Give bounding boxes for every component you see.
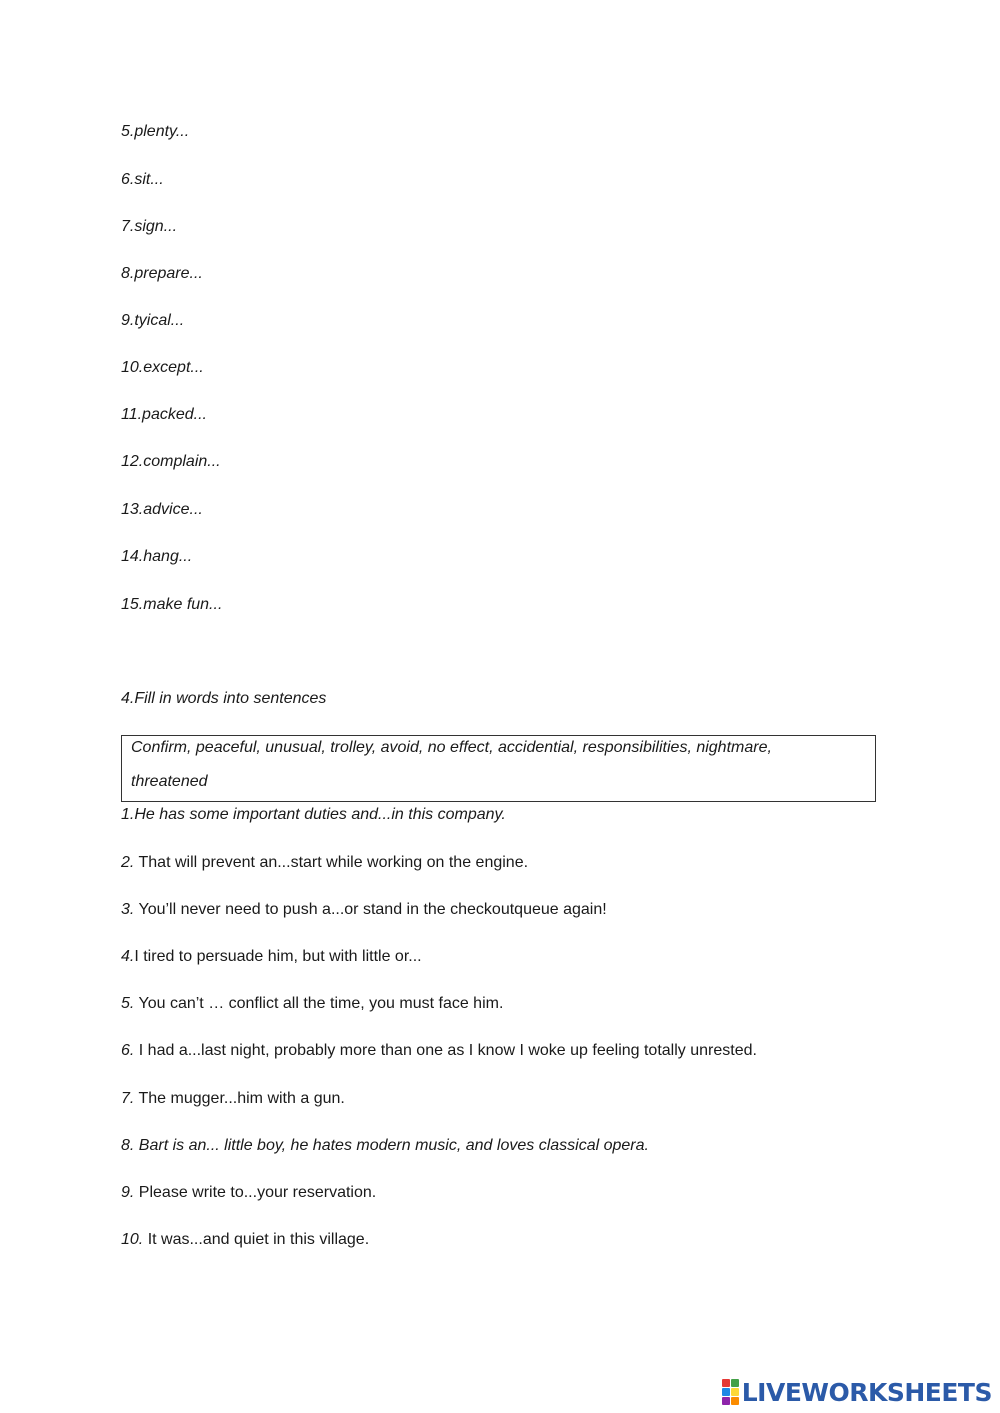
sentence-1 (121, 805, 506, 825)
sentence-number: 10. (121, 1231, 144, 1248)
sentence-9 (121, 1183, 376, 1203)
sentence-number: 9. (121, 1184, 135, 1201)
vocab-item-6: 6.sit... (121, 171, 164, 188)
sentence-text: Please write to...your reservation. (134, 1184, 377, 1201)
vocab-item-15: 15.make fun... (121, 596, 223, 613)
sentence-5 (121, 994, 503, 1014)
vocab-item-7: 7.sign... (121, 218, 178, 235)
sentence-text: He has some important duties and...in this company. (134, 806, 506, 823)
vocab-item-8: 8.prepare... (121, 265, 203, 282)
word-bank-line-1: Confirm, peaceful, unusual, trolley, avoid, no effect, accidential, responsibilities, nightmare, (131, 739, 772, 756)
vocab-item-5: 5.plenty... (121, 123, 190, 140)
sentence-number: 7. (121, 1090, 135, 1107)
vocab-item-13: 13.advice... (121, 501, 203, 518)
sentence-number: 4. (121, 948, 135, 965)
vocab-item-11: 11.packed... (121, 406, 207, 423)
section-heading: 4.Fill in words into sentences (121, 690, 327, 707)
sentence-text: The mugger...him with a gun. (134, 1090, 345, 1107)
block-icon (731, 1397, 739, 1405)
sentence-10 (121, 1230, 369, 1250)
sentence-4 (121, 947, 422, 967)
word-bank-line-2: threatened (131, 773, 208, 790)
vocab-item-12: 12.complain... (121, 453, 221, 470)
sentence-number: 3. (121, 901, 135, 918)
sentence-text: I tired to persuade him, but with little or... (134, 948, 422, 965)
sentence-number: 1. (121, 806, 135, 823)
block-icon (722, 1397, 730, 1405)
vocab-item-10: 10.except... (121, 359, 204, 376)
block-icon (722, 1388, 730, 1396)
sentence-text: That will prevent an...start while working on the engine. (134, 854, 529, 871)
block-icon (722, 1379, 730, 1387)
sentence-number: 8. (121, 1137, 135, 1154)
sentence-text: You’ll never need to push a...or stand in the checkoutqueue again! (134, 901, 607, 918)
liveworksheets-logo (722, 1377, 992, 1407)
vocab-item-9: 9.tyical... (121, 312, 185, 329)
sentence-text: You can’t … conflict all the time, you must face him. (134, 995, 504, 1012)
sentence-3 (121, 900, 607, 920)
sentence-text: I had a...last night, probably more than one as I know I woke up feeling totally unrested. (134, 1042, 757, 1059)
sentence-2 (121, 853, 528, 873)
sentence-7 (121, 1089, 345, 1109)
sentence-number: 6. (121, 1042, 135, 1059)
sentence-text: Bart is an... little boy, he hates modern music, and loves classical opera. (134, 1137, 649, 1154)
block-icon (731, 1388, 739, 1396)
sentence-number: 5. (121, 995, 135, 1012)
liveworksheets-blocks-icon (722, 1379, 739, 1405)
sentence-text: It was...and quiet in this village. (143, 1231, 370, 1248)
word-bank-box (121, 735, 876, 802)
vocab-item-14: 14.hang... (121, 548, 193, 565)
sentence-8 (121, 1136, 649, 1156)
block-icon (731, 1379, 739, 1387)
sentence-number: 2. (121, 854, 135, 871)
brand-text: LIVEWORKSHEETS (741, 1377, 992, 1407)
sentence-6 (121, 1041, 757, 1061)
